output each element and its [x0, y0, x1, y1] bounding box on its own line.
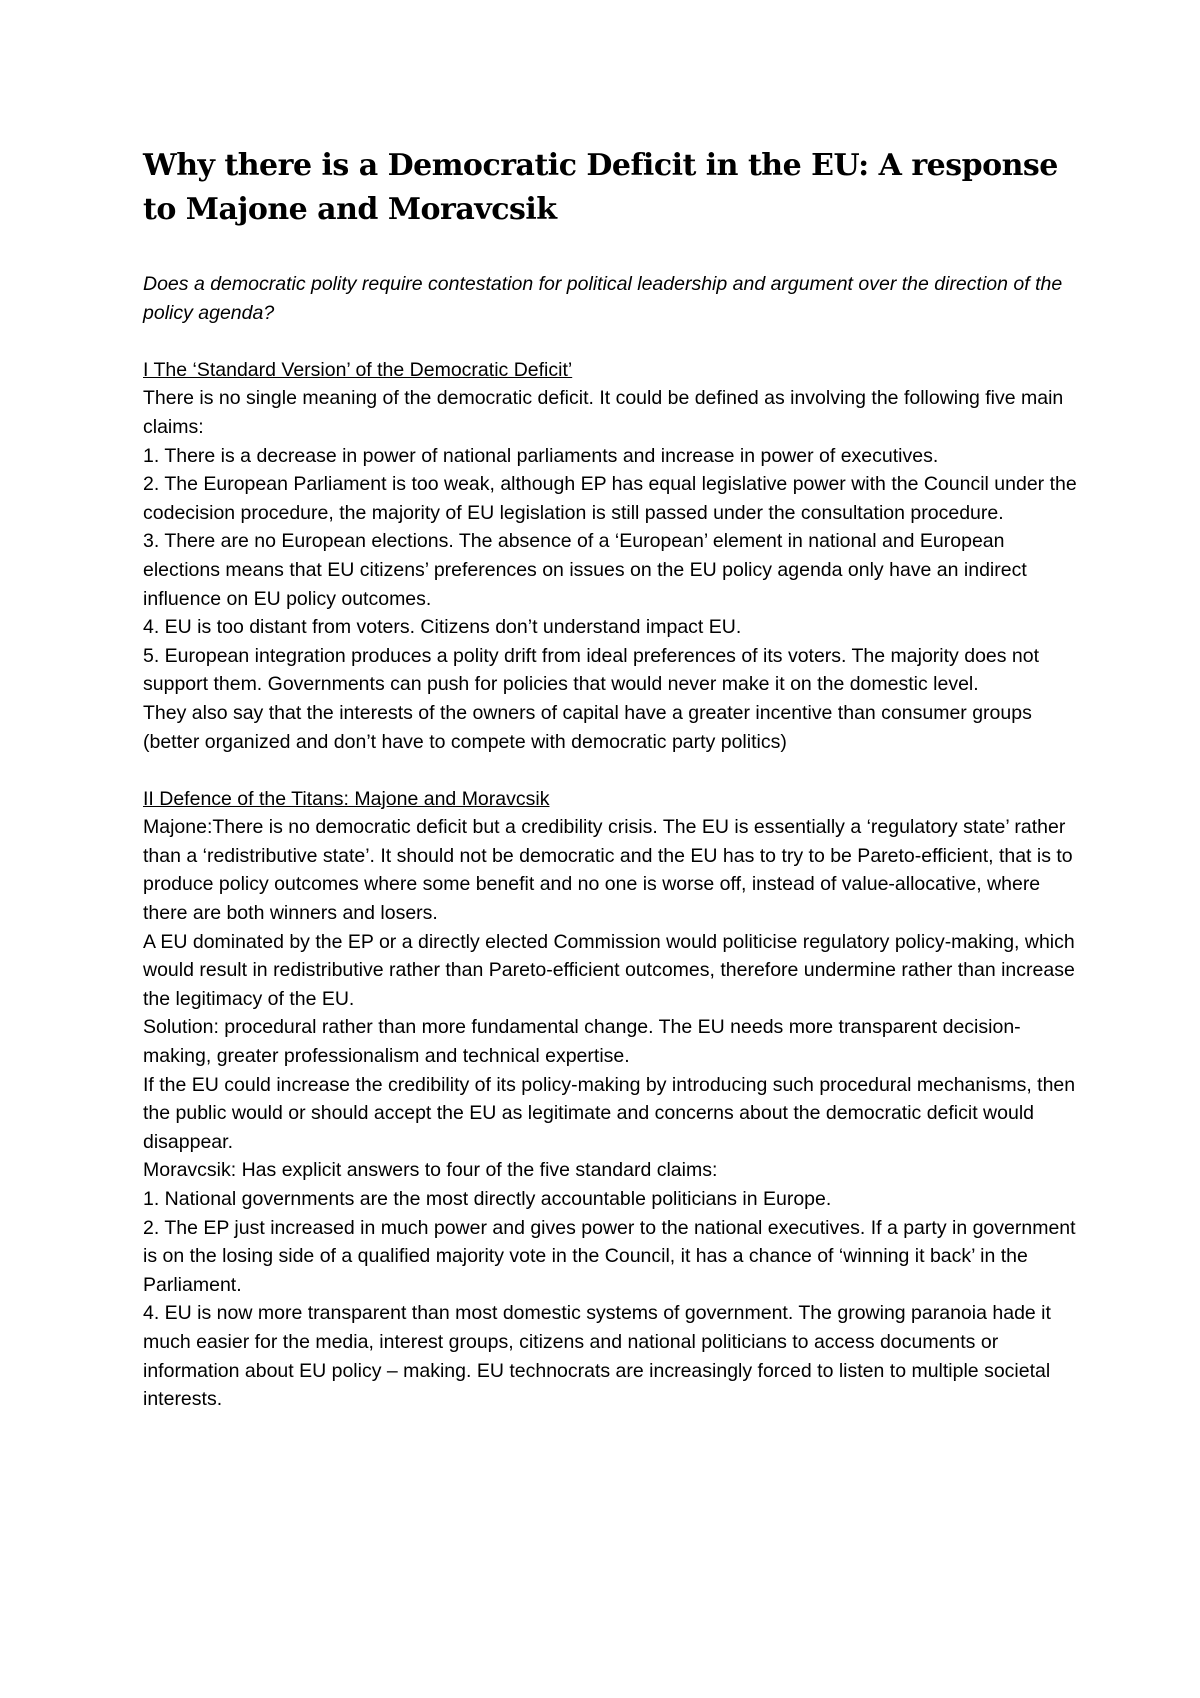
blank-line — [143, 327, 1083, 356]
section-1-claim-5: 5. European integration produces a polity drift from ideal preferences of its voters. The majority does not support them. Governments can push for policies that would never make it on the domestic level. — [143, 644, 1040, 696]
section-2-moravcsik: Moravcsik: Has explicit answers to four of the five standard claims: — [143, 1159, 718, 1182]
blank-line — [143, 756, 1083, 785]
document-title: Why there is a Democratic Deficit in the EU: A response to Majone and Moravcsik — [143, 148, 1058, 227]
section-1-note: They also say that the interests of the owners of capital have a greater incentive than consumer groups (better organized and don’t have to compete with democratic party politics) — [143, 701, 1032, 753]
section-2-answer-4: 4. EU is now more transparent than most domestic systems of government. The growing paranoia hade it much easier for the media, interest groups, citizens and national politicians to access documents or information about EU policy – making. EU technocrats are increasingly forced to listen to multiple societal interests. — [143, 1302, 1051, 1411]
section-2-majone: Majone:There is no democratic deficit but a credibility crisis. The EU is essentially a ‘regulatory state’ rather than a ‘redistributive state’. It should not be democratic and the EU has to try to be Pareto-efficient, that is to produce policy outcomes where some benefit and no one is worse off, instead of value-allocative, where there are both winners and losers. — [143, 816, 1073, 925]
section-2-paragraph: If the EU could increase the credibility of its policy-making by introducing such procedural mechanisms, then the public would or should accept the EU as legitimate and concerns about the democratic deficit would disappear. — [143, 1073, 1076, 1153]
section-1-claim-4: 4. EU is too distant from voters. Citizens don’t understand impact EU. — [143, 616, 742, 639]
guiding-question: Does a democratic polity require contestation for political leadership and argument over the direction of the policy agenda? — [143, 273, 1063, 324]
section-2-paragraph: Solution: procedural rather than more fundamental change. The EU needs more transparent decision-making, greater professionalism and technical expertise. — [143, 1016, 1021, 1068]
section-2-answer-2: 2. The EP just increased in much power and gives power to the national executives. If a party in government is on the losing side of a qualified majority vote in the Council, it has a chance of ‘winning it back’ in the Parliament. — [143, 1216, 1076, 1296]
section-1-heading: I The ‘Standard Version’ of the Democratic Deficit’ — [143, 358, 573, 381]
section-1-intro: There is no single meaning of the democratic deficit. It could be defined as involving the following five main claims: — [143, 387, 1064, 438]
section-1-claim-2: 2. The European Parliament is too weak, although EP has equal legislative power with the Council under the codecision procedure, the majority of EU legislation is still passed under the consultation procedure. — [143, 473, 1077, 524]
section-1-claim-1: 1. There is a decrease in power of national parliaments and increase in power of executives. — [143, 444, 939, 467]
section-2-heading: II Defence of the Titans: Majone and Moravcsik — [143, 787, 550, 810]
section-2-paragraph: A EU dominated by the EP or a directly elected Commission would politicise regulatory policy-making, which would result in redistributive rather than Pareto-efficient outcomes, therefore undermine rather than increase the legitimacy of the EU. — [143, 930, 1075, 1010]
section-1-claim-3: 3. There are no European elections. The absence of a ‘European’ element in national and European elections means that EU citizens’ preferences on issues on the EU policy agenda only have an indirect influence on EU policy outcomes. — [143, 530, 1027, 610]
document-body — [143, 270, 1083, 1414]
section-2-answer-1: 1. National governments are the most directly accountable politicians in Europe. — [143, 1188, 832, 1210]
